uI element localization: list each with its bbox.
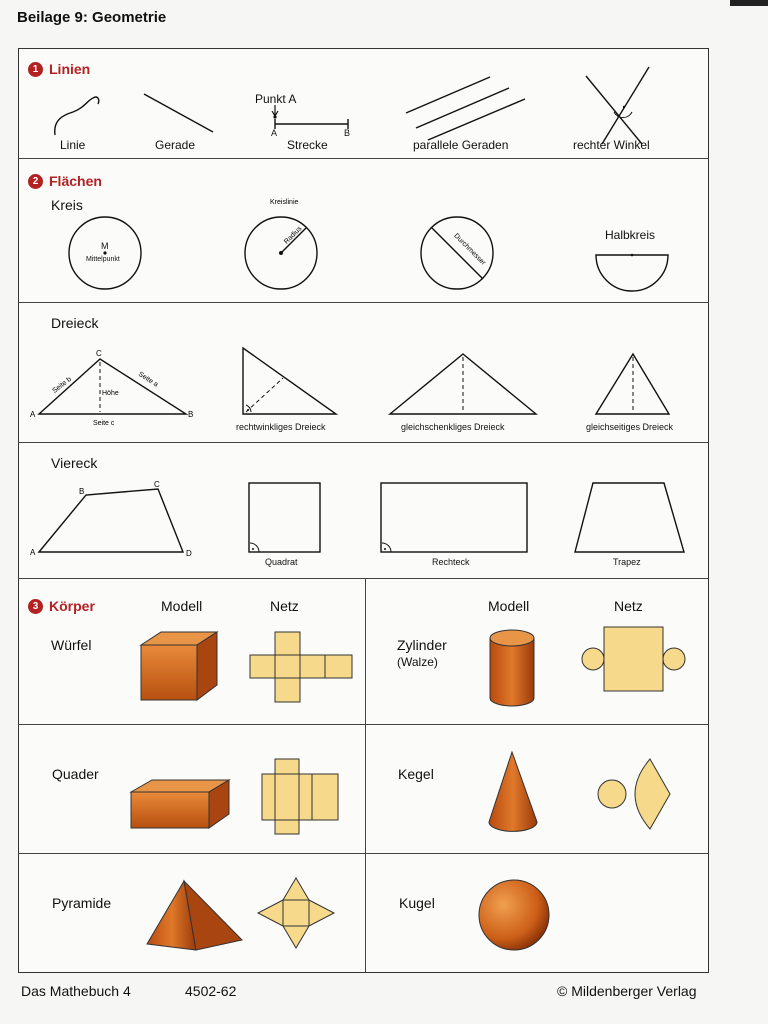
cylinder-model	[490, 630, 534, 706]
hoehe-label: Höhe	[102, 390, 119, 397]
section-title-text: Körper	[49, 598, 95, 614]
vertex-c: C	[154, 480, 160, 489]
sphere-model	[479, 880, 549, 950]
cylinder-net	[582, 627, 685, 691]
footer-publisher: © Mildenberger Verlag	[557, 983, 697, 999]
footer-code: 4502-62	[185, 983, 237, 999]
label-rechtwinkliges-dreieck: rechtwinkliges Dreieck	[236, 422, 326, 432]
label-quader: Quader	[52, 766, 99, 782]
cuboid-net	[262, 759, 338, 834]
section-title-text: Flächen	[49, 173, 102, 189]
cone-net	[598, 759, 670, 829]
label-gleichseitiges-dreieck: gleichseitiges Dreieck	[586, 422, 674, 432]
label-zylinder: Zylinder	[397, 637, 447, 653]
pyramid-net	[258, 878, 334, 948]
pyramid-model	[147, 881, 242, 950]
label-gerade: Gerade	[155, 138, 196, 152]
koerper-figures	[0, 578, 768, 973]
cuboid-model	[131, 780, 229, 828]
label-a: A	[271, 128, 278, 138]
perpendicular-line-2	[602, 67, 649, 144]
label-punkt-a: Punkt A	[255, 92, 297, 106]
dreieck-figures	[18, 302, 709, 442]
parallel-line	[428, 99, 525, 140]
curved-line	[55, 97, 99, 135]
durchmesser-label: Durchmesser	[452, 232, 487, 267]
vertex-b: B	[188, 410, 194, 419]
parallel-line	[416, 88, 509, 128]
seite-a-label: Seite a	[136, 370, 160, 389]
label-gleichschenkliges-dreieck: gleichschenkliges Dreieck	[401, 422, 505, 432]
scan-edge-mark	[730, 0, 768, 6]
equilateral-triangle	[596, 354, 669, 414]
vertex-a: A	[30, 548, 36, 557]
subtitle-viereck: Viereck	[51, 455, 98, 471]
label-walze: (Walze)	[397, 655, 438, 669]
cone-model	[489, 752, 537, 831]
straight-line	[144, 94, 213, 132]
section-number: 3	[28, 599, 43, 614]
right-triangle	[243, 348, 336, 414]
vertex-a: A	[30, 410, 36, 419]
radius-label: Radius	[283, 225, 304, 246]
label-trapez: Trapez	[613, 557, 641, 567]
seite-b-label: Seite b	[51, 375, 73, 395]
label-strecke: Strecke	[287, 138, 328, 152]
label-wuerfel: Würfel	[51, 637, 92, 653]
header-netz-left: Netz	[270, 598, 299, 614]
square	[249, 483, 320, 552]
label-mittelpunkt: Mittelpunkt	[86, 256, 120, 263]
subtitle-dreieck: Dreieck	[51, 315, 99, 331]
header-modell-right: Modell	[488, 598, 530, 614]
label-pyramide: Pyramide	[52, 895, 112, 911]
cube-model	[141, 632, 217, 700]
semicircle	[596, 255, 668, 291]
section-number: 2	[28, 174, 43, 189]
label-linie: Linie	[60, 138, 86, 152]
section-title-text: Linien	[49, 61, 91, 77]
label-m: M	[101, 241, 109, 251]
vertex-d: D	[186, 549, 192, 558]
vertex-b: B	[79, 487, 85, 496]
label-rechter-winkel: rechter Winkel	[573, 138, 650, 152]
label-kugel: Kugel	[399, 895, 435, 911]
cube-net	[250, 632, 352, 702]
label-kegel: Kegel	[398, 766, 434, 782]
header-netz-right: Netz	[614, 598, 643, 614]
page-title: Beilage 9: Geometrie	[17, 9, 167, 26]
label-b: B	[344, 128, 351, 138]
kreislinie-label: Kreislinie	[270, 199, 299, 206]
seite-c-label: Seite c	[93, 420, 115, 427]
quadrilateral	[39, 489, 183, 552]
header-modell-left: Modell	[161, 598, 203, 614]
trapezoid	[575, 483, 684, 552]
label-rechteck: Rechteck	[432, 557, 470, 567]
perpendicular-line-1	[586, 76, 642, 144]
isosceles-triangle	[390, 354, 536, 414]
label-halbkreis: Halbkreis	[605, 228, 656, 242]
parallel-line	[406, 77, 490, 113]
vertex-c: C	[96, 349, 102, 358]
label-quadrat: Quadrat	[265, 557, 298, 567]
subtitle-kreis: Kreis	[51, 197, 83, 213]
viereck-figures	[18, 442, 709, 578]
section-number: 1	[28, 62, 43, 77]
rectangle	[381, 483, 527, 552]
label-parallele-geraden: parallele Geraden	[413, 138, 509, 152]
footer-book-title: Das Mathebuch 4	[21, 983, 131, 999]
